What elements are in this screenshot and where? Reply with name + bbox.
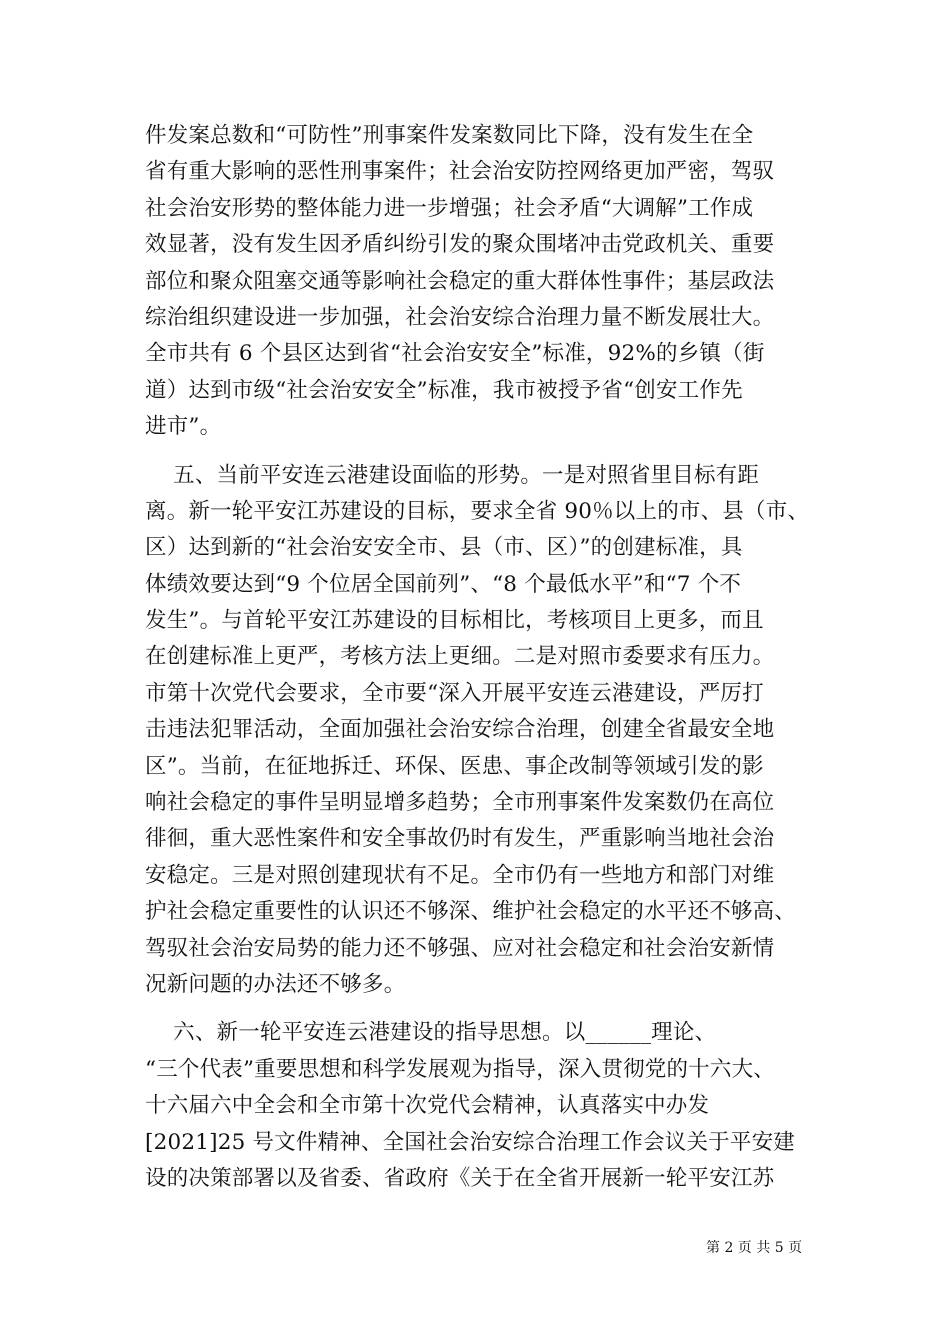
paragraph-gap [145, 1003, 813, 1015]
paragraph-3 [145, 1015, 813, 1197]
text-line: 区”。当前，在征地拆迁、环保、医患、事企改制等领域引发的影 [145, 753, 764, 779]
text-line: 徘徊，重大恶性案件和安全事故仍时有发生，严重影响当地社会治 [145, 826, 775, 852]
text-line: 五、当前平安连云港建设面临的形势。一是对照省里目标有距 [145, 462, 760, 488]
text-line: 进市”。 [145, 414, 222, 440]
text-line: 部位和聚众阻塞交通等影响社会稳定的重大群体性事件；基层政法 [145, 268, 775, 294]
text-line: 全市共有 6 个县区达到省“社会治安安全”标准，92%的乡镇（街 [145, 341, 765, 367]
text-line: 十六届六中全会和全市第十次党代会精神，认真落实中办发 [145, 1093, 710, 1119]
paragraph-1 [145, 118, 813, 446]
text-line: 道）达到市级“社会治安安全”标准，我市被授予省“创安工作先 [145, 377, 743, 403]
paragraph-gap [145, 446, 813, 458]
text-line: 况新问题的办法还不够多。 [145, 971, 406, 997]
text-line: 社会治安形势的整体能力进一步增强；社会矛盾“大调解”工作成 [145, 195, 754, 221]
text-line: 护社会稳定重要性的认识还不够深、维护社会稳定的水平还不够高、 [145, 899, 797, 925]
text-line: 发生”。与首轮平安江苏建设的目标相比，考核项目上更多，而且 [145, 608, 764, 634]
text-line: [2021]25 号文件精神、全国社会治安综合治理工作会议关于平安建 [145, 1129, 795, 1155]
text-line: 在创建标准上更严，考核方法上更细。二是对照市委要求有压力。 [145, 644, 775, 670]
text-line: “三个代表”重要思想和科学发展观为指导，深入贯彻党的十六大、 [145, 1056, 775, 1082]
text-line: 离。新一轮平安江苏建设的目标，要求全省 90％以上的市、县（市、 [145, 498, 810, 524]
text-line: 省有重大影响的恶性刑事案件；社会治安防控网络更加严密，驾驭 [145, 159, 775, 185]
text-line: 效显著，没有发生因矛盾纠纷引发的聚众围堵冲击党政机关、重要 [145, 232, 775, 258]
page-number-footer: 第 2 页 共 5 页 [706, 1240, 803, 1256]
text-line: 区）达到新的“社会治安安全市、县（市、区）”的创建标准，具 [145, 535, 743, 561]
text-line: 响社会稳定的事件呈明显增多趋势；全市刑事案件发案数仍在高位 [145, 790, 775, 816]
text-line: 六、新一轮平安连云港建设的指导思想。以______理论、 [145, 1020, 717, 1046]
text-line: 体绩效要达到“9 个位居全国前列”、“8 个最低水平”和“7 个不 [145, 571, 742, 597]
text-line: 件发案总数和“可防性”刑事案件发案数同比下降，没有发生在全 [145, 123, 754, 148]
text-line: 综治组织建设进一步加强，社会治安综合治理力量不断发展壮大。 [145, 304, 775, 330]
text-line: 市第十次党代会要求，全市要“深入开展平安连云港建设，严厉打 [145, 680, 764, 706]
text-line: 安稳定。三是对照创建现状有不足。全市仍有一些地方和部门对维 [145, 862, 775, 888]
document-body [145, 118, 813, 1197]
text-line: 设的决策部署以及省委、省政府《关于在全省开展新一轮平安江苏 [145, 1165, 775, 1191]
text-line: 击违法犯罪活动，全面加强社会治安综合治理，创建全省最安全地 [145, 717, 775, 743]
paragraph-2 [145, 458, 813, 1004]
text-line: 驾驭社会治安局势的能力还不够强、应对社会稳定和社会治安新情 [145, 935, 775, 961]
